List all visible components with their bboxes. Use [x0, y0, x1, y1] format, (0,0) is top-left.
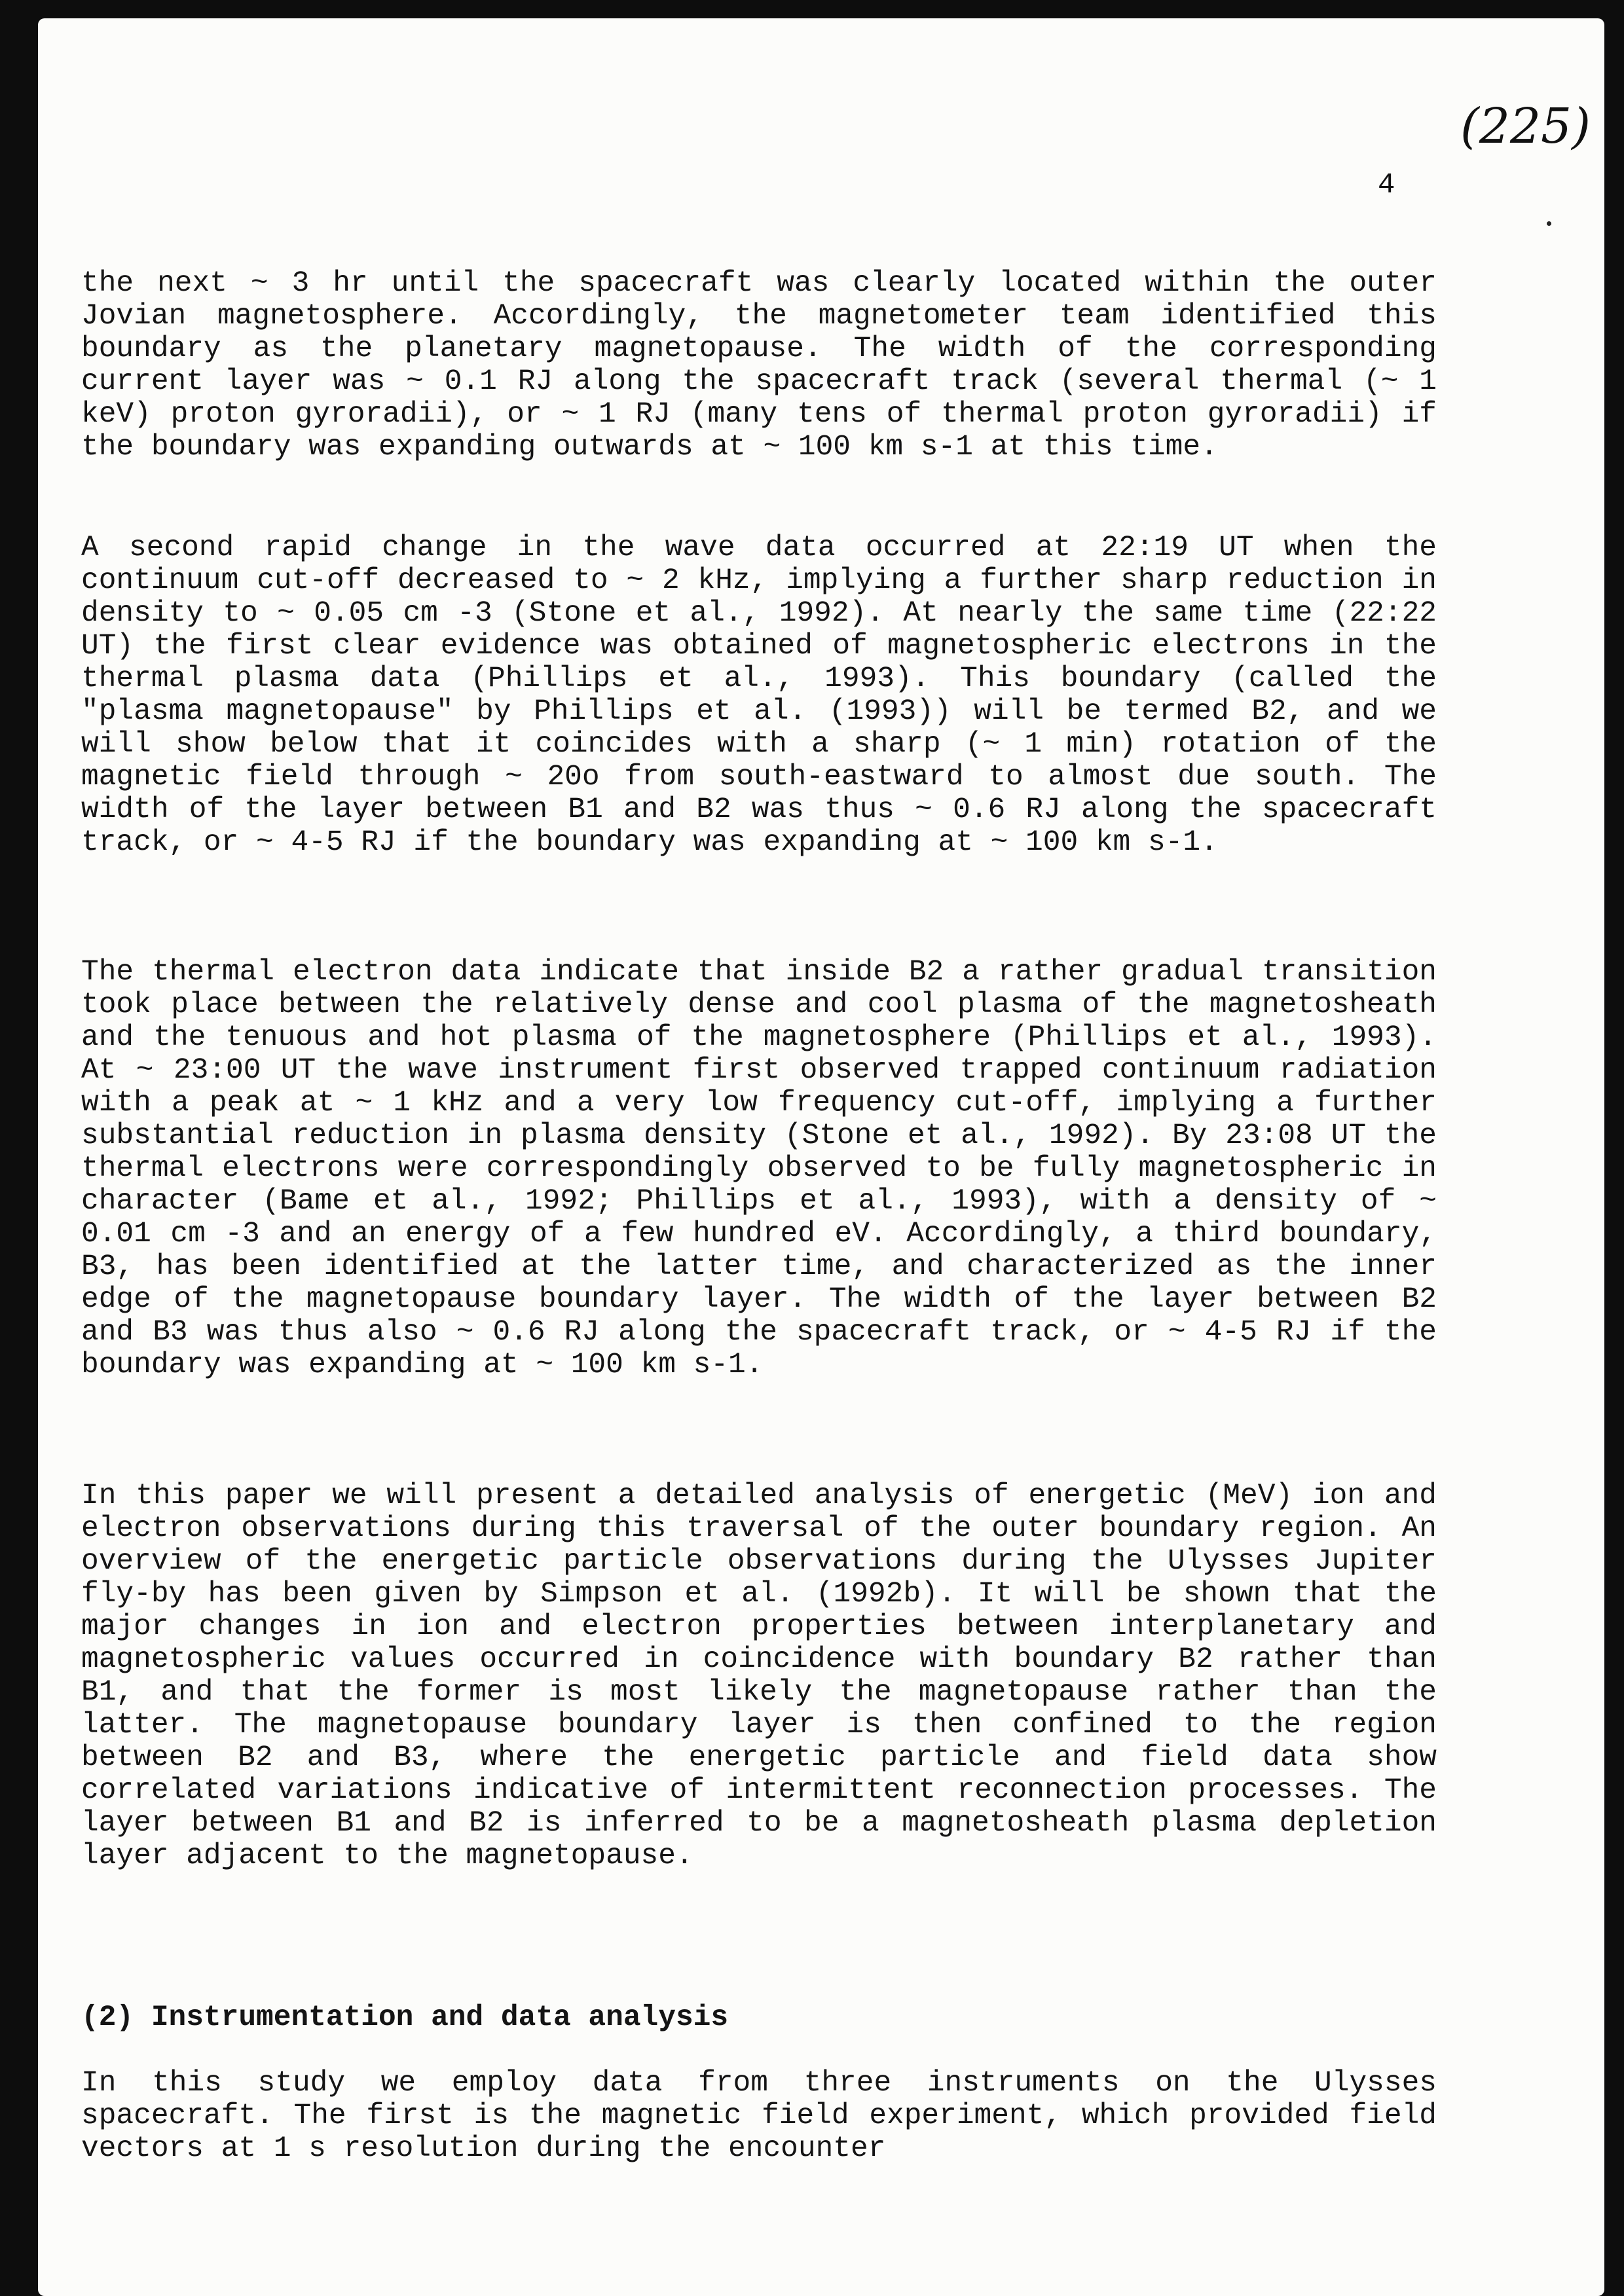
paragraph-magnetopause-width: the next ~ 3 hr until the spacecraft was clearly located within the outer Jovian magnetosphere. Accordingly, the magnetometer team identified this boundary as the planetary magnetopause. The width of the corresponding current layer was ~ 0.1 RJ along the spacecraft track (several thermal (~ 1 keV) proton gyroradii), or ~ 1 RJ (many tens of thermal proton gyroradii) if the boundary was expanding outwards at ~ 100 km s-1 at this time.	[81, 267, 1437, 464]
section-heading: (2) Instrumentation and data analysis	[81, 2001, 729, 2034]
paragraph-boundary-b2: A second rapid change in the wave data occurred at 22:19 UT when the continuum cut-off decreased to ~ 2 kHz, implying a further sharp reduction in density to ~ 0.05 cm -3 (Stone et al., 1992). At nearly the same time (22:22 UT) the first clear evidence was obtained of magnetospheric electrons in the thermal plasma data (Phillips et al., 1993). This boundary (called the "plasma magnetopause" by Phillips et al. (1993)) will be termed B2, and we will show below that it coincides with a sharp (~ 1 min) rotation of the magnetic field through ~ 20o from south-eastward to almost due south. The width of the layer between B1 and B2 was thus ~ 0.6 RJ along the spacecraft track, or ~ 4-5 RJ if the boundary was expanding at ~ 100 km s-1.	[81, 532, 1437, 859]
paragraph-boundary-b3: The thermal electron data indicate that inside B2 a rather gradual transition took place between the relatively dense and cool plasma of the magnetosheath and the tenuous and hot plasma of the magnetosphere (Phillips et al., 1993). At ~ 23:00 UT the wave instrument first observed trapped continuum radiation with a peak at ~ 1 kHz and a very low frequency cut-off, implying a further substantial reduction in plasma density (Stone et al., 1992). By 23:08 UT the thermal electrons were correspondingly observed to be fully magnetospheric in character (Bame et al., 1992; Phillips et al., 1993), with a density of ~ 0.01 cm -3 and an energy of a few hundred eV. Accordingly, a third boundary, B3, has been identified at the latter time, and characterized as the inner edge of the magnetopause boundary layer. The width of the layer between B2 and B3 was thus also ~ 0.6 RJ along the spacecraft track, or ~ 4-5 RJ if the boundary was expanding at ~ 100 km s-1.	[81, 956, 1437, 1381]
paragraph-instrumentation: In this study we employ data from three instruments on the Ulysses spacecraft. The first is the magnetic field experiment, which provided field vectors at 1 s resolution during the encounter	[81, 2067, 1437, 2165]
page-number: 4	[1378, 169, 1395, 202]
handwritten-folio-number: (225)	[1460, 98, 1591, 155]
paragraph-paper-overview: In this paper we will present a detailed analysis of energetic (MeV) ion and electron observations during this traversal of the outer boundary region. An overview of the energetic particle observations during the Ulysses Jupiter fly-by has been given by Simpson et al. (1992b). It will be shown that the major changes in ion and electron properties between interplanetary and magnetospheric values occurred in coincidence with boundary B2 rather than B1, and that the former is most likely the magnetopause rather than the latter. The magnetopause boundary layer is then confined to the region between B2 and B3, where the energetic particle and field data show correlated variations indicative of intermittent reconnection processes. The layer between B1 and B2 is inferred to be a magnetosheath plasma depletion layer adjacent to the magnetopause.	[81, 1480, 1437, 1872]
scan-speck	[1547, 221, 1551, 226]
